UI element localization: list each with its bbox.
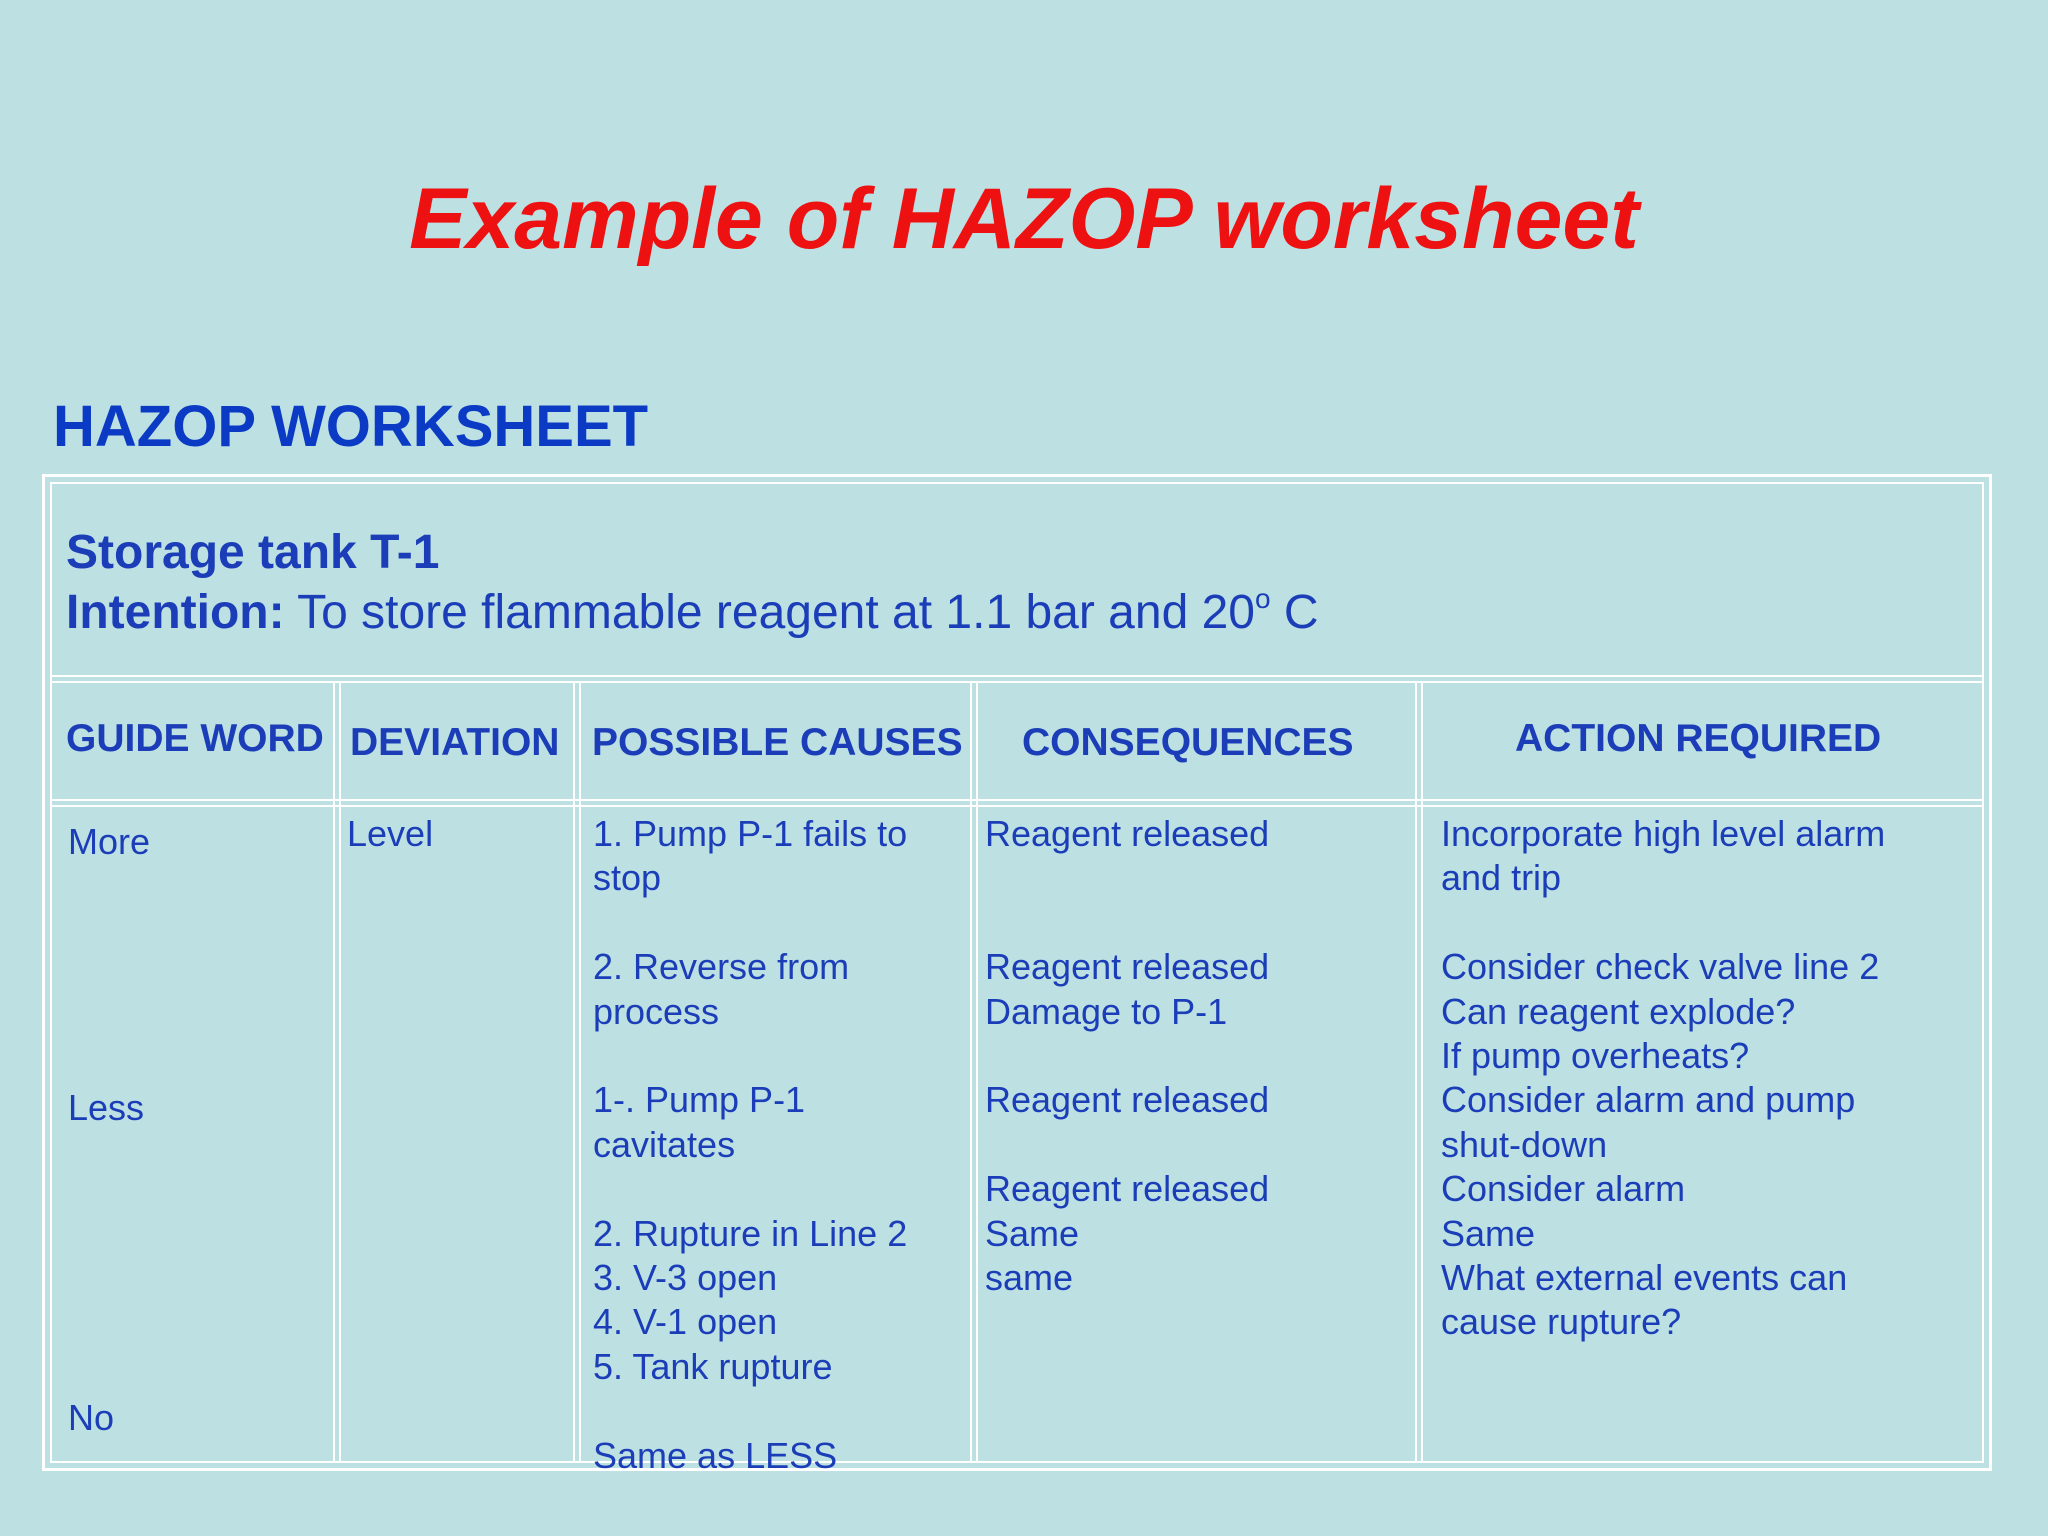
guide-word-less: Less xyxy=(68,1087,145,1128)
column-divider xyxy=(579,681,581,1461)
header-consequences: CONSEQUENCES xyxy=(1022,721,1354,764)
table-divider xyxy=(52,805,1982,807)
intention-suffix: C xyxy=(1270,586,1319,639)
hazop-table xyxy=(42,474,1992,1476)
intention-text: To store flammable reagent at 1.1 bar and 20 xyxy=(284,586,1255,639)
deviation-level: Level xyxy=(347,813,434,854)
intention-line xyxy=(66,583,1319,639)
equipment-label: Storage tank T-1 xyxy=(66,526,440,579)
degree-superscript: o xyxy=(1255,583,1271,614)
possible-causes-cell: 1. Pump P-1 fails to stop 2. Reverse from process 1-. Pump P-1 cavitates 2. Rupture in Line 2 3. V-3 open 4. V-1 open 5. Tank rupture Same as LESS xyxy=(593,813,908,1476)
consequences-cell: Reagent released Reagent released Damage to P-1 Reagent released Reagent released Same same xyxy=(985,813,1270,1299)
header-deviation: DEVIATION xyxy=(350,721,560,764)
column-divider xyxy=(976,681,978,1461)
header-possible-causes: POSSIBLE CAUSES xyxy=(592,721,963,764)
header-guide-word: GUIDE WORD xyxy=(66,717,324,760)
intention-label: Intention: xyxy=(66,586,285,639)
hazop-table-inner xyxy=(50,482,1984,1476)
column-divider xyxy=(339,681,341,1461)
column-divider xyxy=(1421,681,1423,1461)
action-required-cell: Incorporate high level alarm and trip Consider check valve line 2 Can reagent explode? If pump overheats? Consider alarm and pump shut-down Consider alarm Same What external events can cause rupture? xyxy=(1441,813,1886,1343)
table-divider xyxy=(52,799,1982,801)
header-action-required: ACTION REQUIRED xyxy=(1515,717,1882,760)
column-divider xyxy=(573,681,575,1461)
column-divider xyxy=(1415,681,1417,1461)
table-divider xyxy=(52,675,1982,677)
slide-title: Example of HAZOP worksheet xyxy=(409,171,1639,267)
table-divider xyxy=(52,681,1982,683)
column-divider xyxy=(333,681,335,1461)
guide-word-no: No xyxy=(68,1397,115,1438)
worksheet-heading: HAZOP WORKSHEET xyxy=(53,394,649,459)
guide-word-more: More xyxy=(68,821,151,862)
column-divider xyxy=(970,681,972,1461)
